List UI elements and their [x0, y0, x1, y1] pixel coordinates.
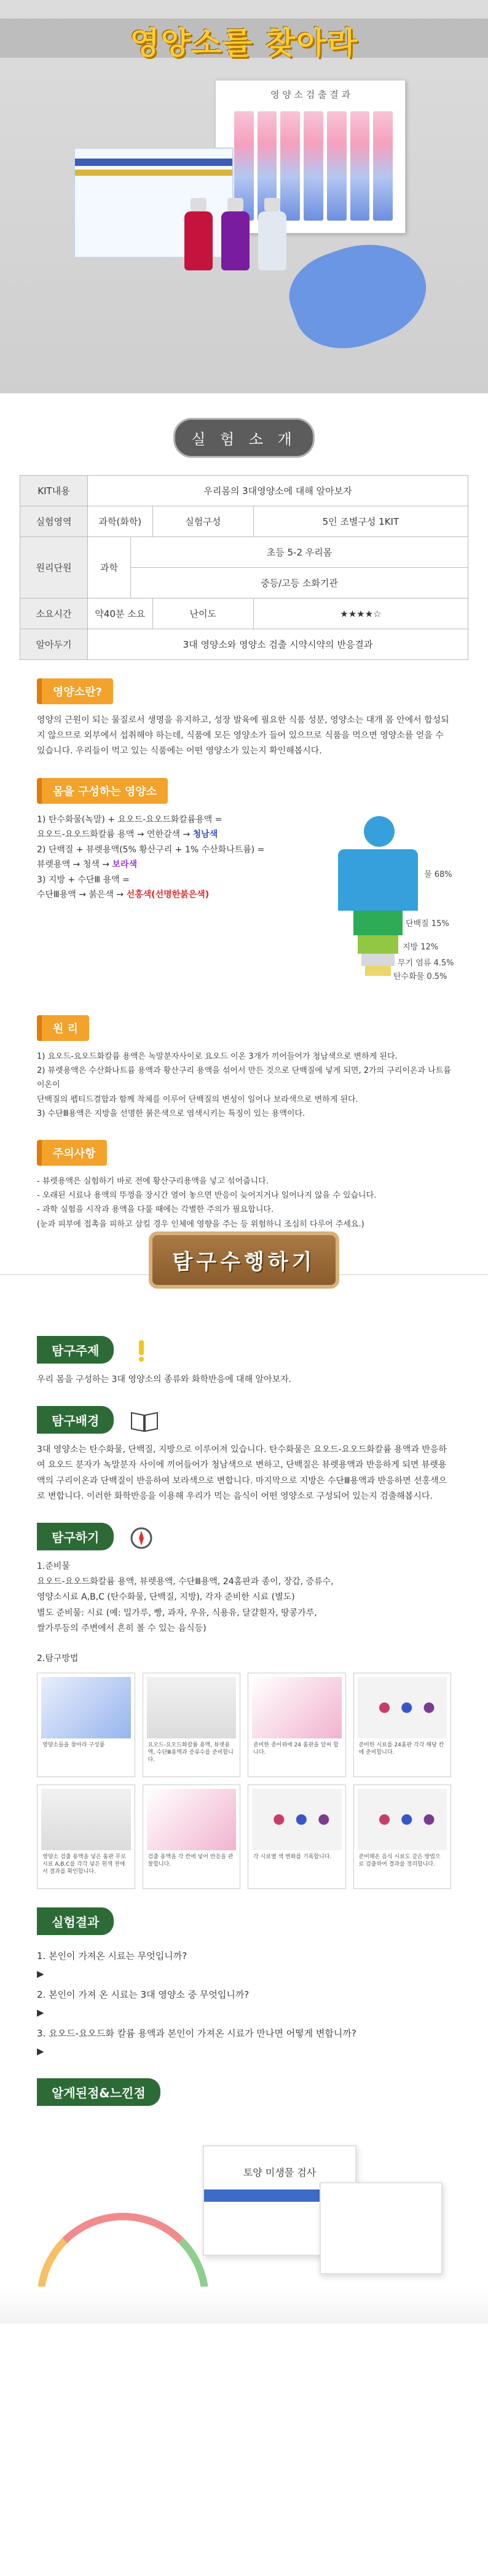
result-question: 1. 본인이 가져온 시료는 무엇입니까? [37, 1950, 187, 1962]
caution-list [37, 1174, 451, 1232]
method-step-card [143, 1785, 241, 1889]
principle-line: 3) 수단Ⅲ용액은 지방을 선명한 붉은색으로 염색시키는 특징이 있는 용액이다. [37, 1109, 305, 1119]
caution-line: (눈과 피부에 접촉을 피하고 삼킬 경우 인체에 영향을 주는 등 위험하니 조심히 다루어 주세요.) [37, 1219, 364, 1229]
kit-box-stripe [75, 170, 232, 176]
prep-line: 별도 준비물: 시료 (예: 밀가루, 빵, 과자, 우유, 식용유, 달걀흰자, 땅콩가루, [37, 1608, 317, 1618]
principle-list [37, 1050, 451, 1121]
step-photo [147, 1677, 237, 1738]
table-row [20, 537, 468, 568]
figure-water [338, 849, 418, 911]
method-step-card [353, 1673, 452, 1777]
intro-heading: 실 험 소 개 [173, 418, 315, 458]
method-step-card [143, 1673, 241, 1777]
carb-label: 탄수화물 0.5% [393, 972, 447, 981]
chart-column [327, 111, 347, 221]
explore-title-row [0, 1231, 488, 1317]
step-caption: 각 시료별 색 변화를 기록합니다. [253, 1854, 332, 1861]
step-line: 2) 단백질 + 뷰렛용액(5% 황산구리 + 1% 수산화나트륨) = [37, 844, 265, 855]
background-heading: 탐구배경 [37, 1406, 114, 1434]
step-caption: 준비해온 음식 시료도 같은 방법으로 검출하여 결과를 정리합니다. [358, 1854, 441, 1867]
step-caption: 영양소들을 찾아라 구성품 [42, 1742, 105, 1749]
step-caption: 요오드-요오드화칼륨 용액, 뷰렛용액, 수단Ⅲ용액과 증류수를 준비합니다. [148, 1742, 234, 1763]
step-photo [358, 1677, 447, 1738]
body-nutrients-section [37, 812, 454, 997]
table-row [20, 599, 468, 629]
method-step-card [353, 1785, 452, 1889]
table-label: 원리단원 [20, 537, 88, 599]
table-label: KIT내용 [20, 476, 88, 506]
table-cell: 우리몸의 3대영양소에 대해 알아보자 [88, 476, 468, 506]
nutrient-text: 영양의 근원이 되는 물질로서 생명을 유지하고, 성장 발육에 필요한 식품 성분, 영양소는 대개 몸 안에서 합성되지 않으므로 외부에서 섭취해야 하는데, 식품에 모든 영양소가 들어 있으므로 식품을 먹으면 영양소를 얻을 수 있습니다. 우리들이 먹고 있는 식품에는 어떤 영양소가 있는지 확인해봅시다. [37, 715, 449, 756]
explore-title: 탐구수행하기 [149, 1231, 339, 1289]
rainbow-decoration [37, 2213, 209, 2299]
table-row [20, 476, 468, 506]
chart-column [280, 111, 300, 221]
intro-table [20, 475, 468, 660]
body-nutrients-heading: 몸을 구성하는 영양소 [37, 778, 168, 804]
table-cell: 5인 조별구성 1KIT [253, 506, 468, 537]
figure-carb [365, 966, 391, 976]
nutrient-text-block [37, 713, 451, 760]
red-reagent-bottle [184, 211, 213, 270]
product-photo [0, 2127, 488, 2323]
method-title-block [37, 1651, 451, 1667]
topic-heading: 탐구주제 [37, 1336, 114, 1364]
table-cell: 중등/고등 소화기관 [131, 568, 468, 599]
prep-line: 요오드-요오드화칼륨 용액, 뷰렛용액, 수단Ⅲ용액, 24홈판과 종이, 장갑, 증류수, [37, 1577, 334, 1587]
body-composition-figure [326, 812, 454, 997]
step-photo [252, 1677, 342, 1738]
results-list [37, 1947, 451, 2060]
table-cell: 난이도 [152, 599, 253, 629]
product-box-secondary [320, 2182, 443, 2274]
step-caption: 검출 용액을 각 칸에 넣어 반응을 관찰합니다. [148, 1854, 234, 1867]
step-caption: 준비한 종이위에 24 홈판을 알씨 합니다. [253, 1742, 339, 1756]
step-photo [41, 1677, 131, 1738]
reagent-chart-image [215, 80, 406, 234]
result-answer-marker: ▶ [37, 1968, 44, 1979]
background-text: 3대 영양소는 탄수화물, 단백질, 지방으로 이루어져 있습니다. 탄수화물은 요오드-요오드화칼륨 용액과 반응하여 요오드 분자가 녹말분자 사이에 끼어들어가 청남색으로 변하고, 단백질은 뷰렛용액과 반응하게 되면 뷰렛용액의 구리이온과 단백질이 반응하여 보라색으로 변합니다. 마지막으로 지방은 수단Ⅲ용액과 반응하면 선홍색으로 변합니다. 이러한 화학반응을 이용해 우리가 먹는 음식이 어떤 영양소로 구성되어 있는지 검출해봅시다. [37, 1445, 447, 1501]
table-label: 실험영역 [20, 506, 88, 537]
background-text-block [37, 1442, 451, 1504]
difficulty-stars: ★★★★☆ [253, 599, 468, 629]
book-icon [129, 1409, 160, 1436]
chart-card-columns [234, 111, 393, 221]
learned-heading: 알게된점&느낀점 [37, 2078, 160, 2106]
result-answer-marker: ▶ [37, 2006, 44, 2018]
result-color-text: 보라색 [112, 860, 137, 870]
step-photo [252, 1789, 342, 1850]
method-photo-grid [37, 1673, 451, 1889]
topic-text: 우리 몸을 구성하는 3대 영양소의 종류와 화학반응에 대해 알아보자. [37, 1375, 292, 1385]
prep-line: 영양소시료 A,B,C (탄수화물, 단백질, 지방), 각자 준비한 시료 (별도) [37, 1592, 295, 1603]
figure-head [364, 816, 395, 847]
method-step-card [37, 1673, 135, 1777]
fat-label: 지방 12% [403, 942, 439, 952]
prep-line: 쌀가루등의 주변에서 흔히 볼 수 있는 음식등) [37, 1623, 207, 1633]
results-heading: 실험결과 [37, 1907, 114, 1935]
method-step-card [248, 1673, 346, 1777]
method-heading: 탐구하기 [37, 1523, 114, 1550]
nutrient-heading: 영양소란? [37, 678, 113, 704]
step-text: 요오드-요오드화칼륨 용액 → 연한갈색 → [37, 830, 191, 840]
table-cell: 과학(화학) [88, 506, 153, 537]
table-cell: 실험구성 [152, 506, 253, 537]
reaction-steps [37, 812, 295, 903]
chart-column [350, 111, 370, 221]
chart-column [373, 111, 393, 221]
method-step-card [248, 1785, 346, 1889]
result-question: 2. 본인이 가져 온 시료는 3대 영양소 중 무엇입니까? [37, 1989, 250, 2001]
table-cell: 3대 영양소와 영양소 검출 시약시약의 반응결과 [88, 629, 468, 660]
result-answer-marker: ▶ [37, 2045, 44, 2057]
table-label: 소요시간 [20, 599, 88, 629]
result-color-text: 청남색 [192, 830, 218, 840]
caution-line: - 뷰렛용액은 실험하기 바로 전에 황산구리용액을 넣고 섞어줍니다. [37, 1176, 269, 1186]
principle-heading: 원 리 [37, 1015, 89, 1041]
product-floor [0, 2287, 488, 2323]
figure-protein [353, 911, 403, 935]
step-line [37, 887, 295, 903]
step-line [37, 857, 295, 873]
step-line: 3) 지방 + 수단Ⅲ 용액 = [37, 874, 130, 885]
caution-heading: 주의사항 [37, 1140, 107, 1166]
table-label: 알아두기 [20, 629, 88, 660]
figure-fat [358, 935, 398, 954]
hero-banner [0, 0, 488, 393]
prep-title: 1.준비물 [37, 1561, 70, 1572]
step-text: 뷰렛용액 → 청색 → [37, 860, 109, 870]
table-row [20, 506, 468, 537]
prep-list [37, 1559, 451, 1636]
chart-column [304, 111, 323, 221]
step-line [37, 827, 295, 842]
result-question: 3. 요오드-요오드화 칼륨 용액과 본인이 가져온 시료가 만나면 어떻게 변합니까? [37, 2028, 356, 2040]
step-caption: 준비한 시료를 24홈판 각각 해당 칸에 준비합니다. [358, 1742, 444, 1756]
principle-line: 단백질의 펩티드결합과 함께 착체를 이루어 단백질의 변성이 일어나 보라색으로 변하게 된다. [37, 1094, 358, 1104]
clear-reagent-bottle [258, 211, 286, 270]
purple-reagent-bottle [221, 211, 250, 270]
step-caption: 영양소 검출 용액을 넣은 홈판 무로 시료 A,B,C를 각각 넣은 흰색 전에서 결과를 확인합니다. [42, 1854, 127, 1875]
kit-box-stripe [75, 159, 232, 166]
product-box-label: 토양 미생물 검사 [243, 2167, 317, 2179]
caution-line: - 오래된 시료나 용액의 뚜껑을 장시간 열어 놓으면 반응이 늦어지거나 일어나지 않을 수 있습니다. [37, 1190, 377, 1200]
figure-mineral [361, 954, 395, 966]
table-cell: 약40분 소요 [88, 599, 153, 629]
table-row [20, 629, 468, 660]
step-line: 1) 탄수화물(녹말) + 요오드-요오드화칼륨용액 = [37, 814, 222, 825]
hero-title: 영양소를 찾아라 [130, 25, 358, 61]
step-photo [147, 1789, 237, 1850]
result-color-text: 선홍색(선명한붉은색) [126, 890, 210, 900]
table-cell: 초등 5-2 우리몸 [131, 537, 468, 568]
caution-line: - 과학 실험을 시작과 용액을 다룰 때에는 각별한 주의가 필요합니다. [37, 1205, 274, 1215]
topic-text-block [37, 1372, 451, 1388]
water-label: 물 68% [424, 870, 452, 879]
table-cell: 과학 [88, 537, 131, 599]
step-photo [358, 1789, 447, 1850]
method-step-card [37, 1785, 135, 1889]
blue-glove-image [278, 226, 439, 364]
chart-card-title: 영 양 소 검 출 결 과 [270, 89, 351, 100]
step-text: 수단Ⅲ용액 → 붉은색 → [37, 890, 124, 900]
step-photo [41, 1789, 131, 1850]
mineral-label: 무기 염류 4.5% [398, 958, 454, 968]
principle-line: 1) 요오드-요오드화칼륨 용액은 녹말분자사이로 요오드 이온 3개가 끼어들어가 청남색으로 변하게 된다. [37, 1051, 398, 1061]
method-title: 2.탐구방법 [37, 1653, 79, 1663]
principle-line: 2) 뷰렛용액은 수산화나트륨 용액과 황산구리 용액을 섞어서 만든 것으로 단백질에 넣게 되면, 2가의 구리이온과 나트륨 이온이 [37, 1066, 451, 1090]
exclamation-icon [129, 1339, 154, 1366]
protein-label: 단백질 15% [406, 919, 449, 929]
compass-icon [129, 1526, 154, 1553]
